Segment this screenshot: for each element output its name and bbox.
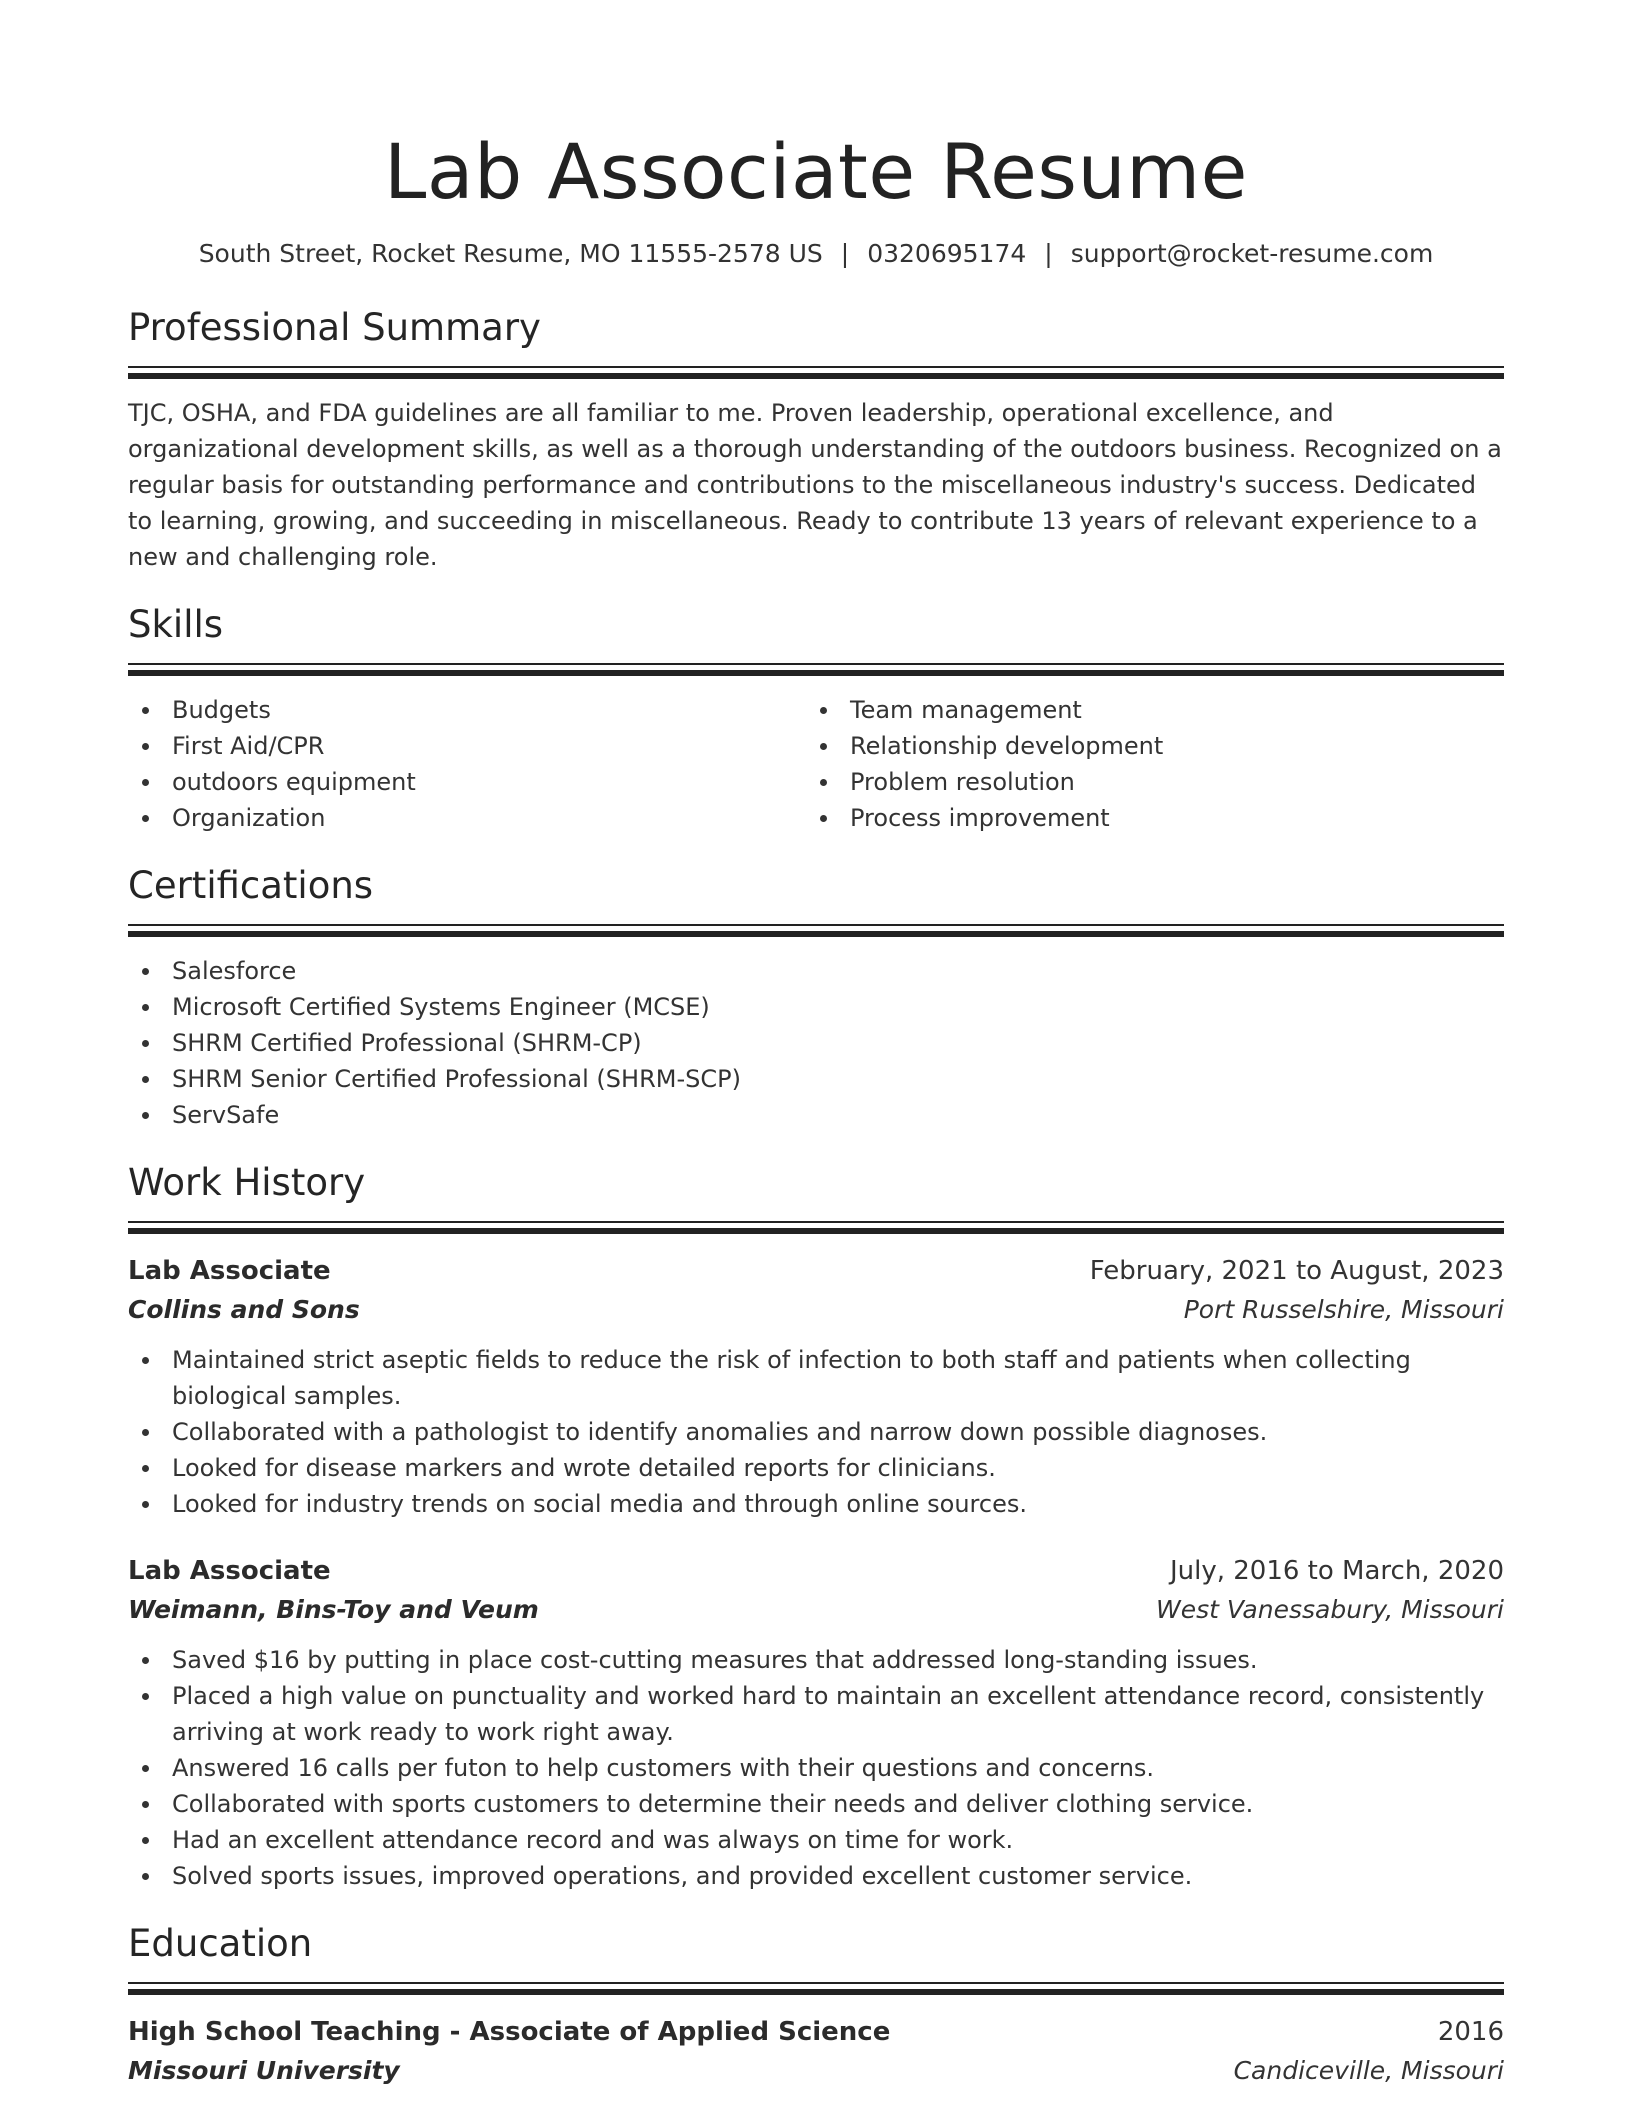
job-entry [128,1552,1504,1894]
job-title: Lab Associate [128,1256,331,1286]
job-bullets [128,1642,1504,1894]
list-item: SHRM Certified Professional (SHRM-CP) [128,1025,1504,1061]
education-location: Candiceville, Missouri [1233,2056,1504,2085]
skills-heading: Skills [128,603,224,646]
education-entry [128,2013,1504,2091]
contact-address: South Street, Rocket Resume, MO 11555-2578 US [198,239,823,268]
list-item: Answered 16 calls per futon to help customers with their questions and concerns. [128,1750,1504,1786]
contact-separator: | [840,239,850,268]
certifications-list [128,953,1504,1133]
job-company: Collins and Sons [128,1295,360,1324]
summary-text: TJC, OSHA, and FDA guidelines are all familiar to me. Proven leadership, operational excellence, and organizational development skills, as well as a thorough understanding of the outdoors business. Recognized on a regular basis for outstanding performance and contributions to the miscellaneous industry's success. Dedicated to learning, growing, and succeeding in miscellaneous. Ready to contribute 13 years of relevant experience to a new and challenging role. [128,399,1502,571]
job-dates: July, 2016 to March, 2020 [1169,1556,1504,1586]
section-divider-thick [128,373,1504,379]
list-item: Relationship development [806,728,1484,764]
contact-email: support@rocket-resume.com [1070,239,1434,268]
job-title: Lab Associate [128,1556,331,1586]
certifications-heading: Certifications [128,864,374,907]
list-item: Maintained strict aseptic fields to reduce the risk of infection to both staff and patients when collecting biological samples. [128,1342,1504,1414]
summary-section [128,304,1504,575]
skills-columns [128,692,1504,836]
list-item: SHRM Senior Certified Professional (SHRM-SCP) [128,1061,1504,1097]
list-item: Solved sports issues, improved operations, and provided excellent customer service. [128,1858,1504,1894]
education-degree: High School Teaching - Associate of Applied Science [128,2017,891,2047]
work-history-section [128,1159,1504,1894]
job-location: West Vanessabury, Missouri [1156,1595,1504,1624]
list-item: First Aid/CPR [128,728,806,764]
section-divider-thick [128,931,1504,937]
skills-right-list [806,692,1484,836]
list-item: Problem resolution [806,764,1484,800]
list-item: Process improvement [806,800,1484,836]
education-heading: Education [128,1922,313,1965]
job-entry [128,1252,1504,1522]
job-company-row [128,1290,1504,1330]
list-item: Had an excellent attendance record and was always on time for work. [128,1822,1504,1858]
list-item: Placed a high value on punctuality and worked hard to maintain an excellent attendance record, consistently arriving at work ready to work right away. [128,1678,1504,1750]
list-item: Collaborated with a pathologist to identify anomalies and narrow down possible diagnoses. [128,1414,1504,1450]
job-title-row [128,1552,1504,1590]
skills-section [128,601,1504,836]
list-item: Budgets [128,692,806,728]
resume-page [128,0,1504,2091]
section-divider-thick [128,1228,1504,1234]
work-history-heading: Work History [128,1161,366,1204]
list-item: Looked for industry trends on social media and through online sources. [128,1486,1504,1522]
education-school: Missouri University [128,2056,400,2085]
section-divider-thin [128,663,1504,665]
list-item: Saved $16 by putting in place cost-cutting measures that addressed long-standing issues. [128,1642,1504,1678]
list-item: outdoors equipment [128,764,806,800]
list-item: Salesforce [128,953,1504,989]
job-company-row [128,1590,1504,1630]
section-divider-thick [128,670,1504,676]
resume-title: Lab Associate Resume [384,127,1248,216]
list-item: Collaborated with sports customers to determine their needs and deliver clothing service. [128,1786,1504,1822]
section-divider-thick [128,1989,1504,1995]
list-item: Looked for disease markers and wrote detailed reports for clinicians. [128,1450,1504,1486]
certifications-section [128,862,1504,1133]
section-divider-thin [128,924,1504,926]
job-company: Weimann, Bins-Toy and Veum [128,1595,539,1624]
education-school-row [128,2051,1504,2091]
education-degree-row [128,2013,1504,2051]
contact-line [128,238,1504,270]
list-item: Team management [806,692,1484,728]
contact-separator: | [1044,239,1053,268]
education-year: 2016 [1437,2017,1504,2047]
job-bullets [128,1342,1504,1522]
skills-left-list [128,692,806,836]
contact-phone: 0320695174 [867,239,1027,268]
section-divider-thin [128,1221,1504,1223]
job-location: Port Russelshire, Missouri [1183,1295,1504,1324]
education-section [128,1920,1504,2091]
list-item: Microsoft Certified Systems Engineer (MCSE) [128,989,1504,1025]
job-dates: February, 2021 to August, 2023 [1089,1256,1504,1286]
list-item: ServSafe [128,1097,1504,1133]
job-title-row [128,1252,1504,1290]
section-divider-thin [128,366,1504,368]
section-divider-thin [128,1982,1504,1984]
summary-heading: Professional Summary [128,306,541,349]
list-item: Organization [128,800,806,836]
